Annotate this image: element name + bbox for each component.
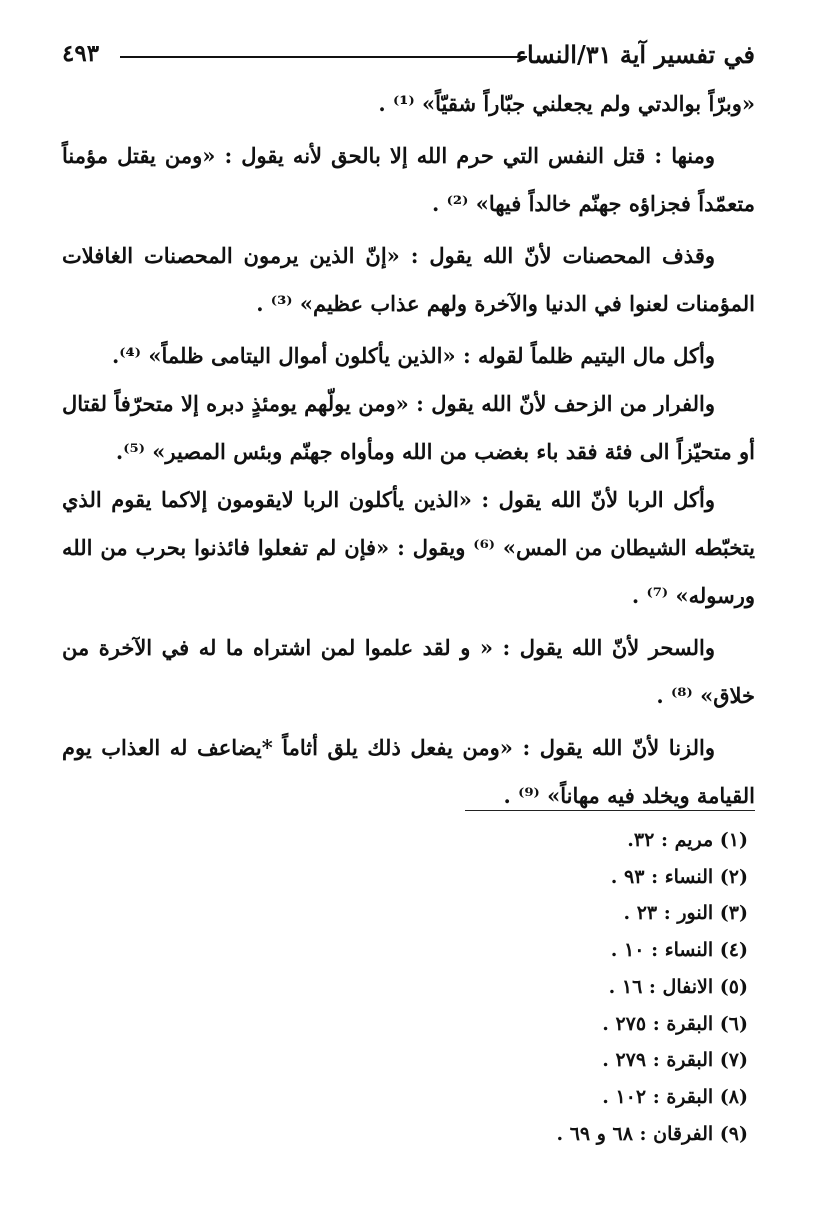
paragraph-3: وقذف المحصنات لأنّ الله يقول : «إنّ الذين يرمون المحصنات الغافلات المؤمنات لعنوا في الدنيا والآخرة ولهم عذاب عظيم» ⁽³⁾ . bbox=[62, 243, 755, 316]
paragraph-8: والزنا لأنّ الله يقول : «ومن يفعل ذلك يلق أثاماً *يضاعف له العذاب يوم القيامة ويخلد فيه مهاناً» ⁽⁹⁾ . bbox=[62, 735, 755, 808]
footnote-6: (٦) البقرة : ٢٧٥ . bbox=[602, 1012, 748, 1035]
footnotes bbox=[448, 822, 748, 1152]
footnote-separator bbox=[465, 810, 755, 811]
footnote-7: (٧) البقرة : ٢٧٩ . bbox=[602, 1049, 748, 1072]
footnote-5: (٥) الانفال : ١٦ . bbox=[608, 975, 748, 998]
paragraph-7: والسحر لأنّ الله يقول : « و لقد علموا لمن اشتراه ما له في الآخرة من خلاق» ⁽⁸⁾ . bbox=[62, 635, 755, 708]
paragraph-1: «وبرّاً بوالدتي ولم يجعلني جبّاراً شقيّاً» ⁽¹⁾ . bbox=[378, 91, 755, 116]
page-number: ٤٩٣ bbox=[62, 40, 100, 67]
paragraph-5: والفرار من الزحف لأنّ الله يقول : «ومن يولّهم يومئذٍ دبره إلا متحرّفاً لقتال أو متحيّزاً الى فئة فقد باء بغضب من الله ومأواه جهنّم وبئس المصير» ⁽⁵⁾. bbox=[62, 391, 755, 464]
footnote-9: (٩) الفرقان : ٦٨ و ٦٩ . bbox=[556, 1122, 748, 1145]
footnote-2: (٢) النساء : ٩٣ . bbox=[610, 865, 748, 888]
running-header bbox=[62, 34, 755, 78]
paragraph-4: وأكل مال اليتيم ظلماً لقوله : «الذين يأكلون أموال اليتامى ظلماً» ⁽⁴⁾. bbox=[111, 343, 715, 368]
footnote-1: (١) مريم : ٣٢. bbox=[627, 829, 748, 851]
footnote-8: (٨) البقرة : ١٠٢ . bbox=[602, 1085, 748, 1108]
header-title: في تفسير آية ٣١/النساء bbox=[515, 40, 755, 69]
main-text bbox=[62, 80, 755, 820]
paragraph-6: وأكل الربا لأنّ الله يقول : «الذين يأكلون الربا لايقومون إلاكما يقوم الذي يتخبّطه الشيطان من المس» ⁽⁶⁾ ويقول : «فإن لم تفعلوا فائذنوا بحرب من الله ورسوله» ⁽⁷⁾ . bbox=[62, 487, 755, 608]
footnote-4: (٤) النساء : ١٠ . bbox=[610, 939, 748, 962]
footnote-3: (٣) النور : ٢٣ . bbox=[623, 902, 748, 925]
paragraph-2: ومنها : قتل النفس التي حرم الله إلا بالحق لأنه يقول : «ومن يقتل مؤمناً متعمّداً فجزاؤه جهنّم خالداً فيها» ⁽²⁾ . bbox=[62, 143, 755, 216]
header-rule bbox=[120, 56, 527, 58]
